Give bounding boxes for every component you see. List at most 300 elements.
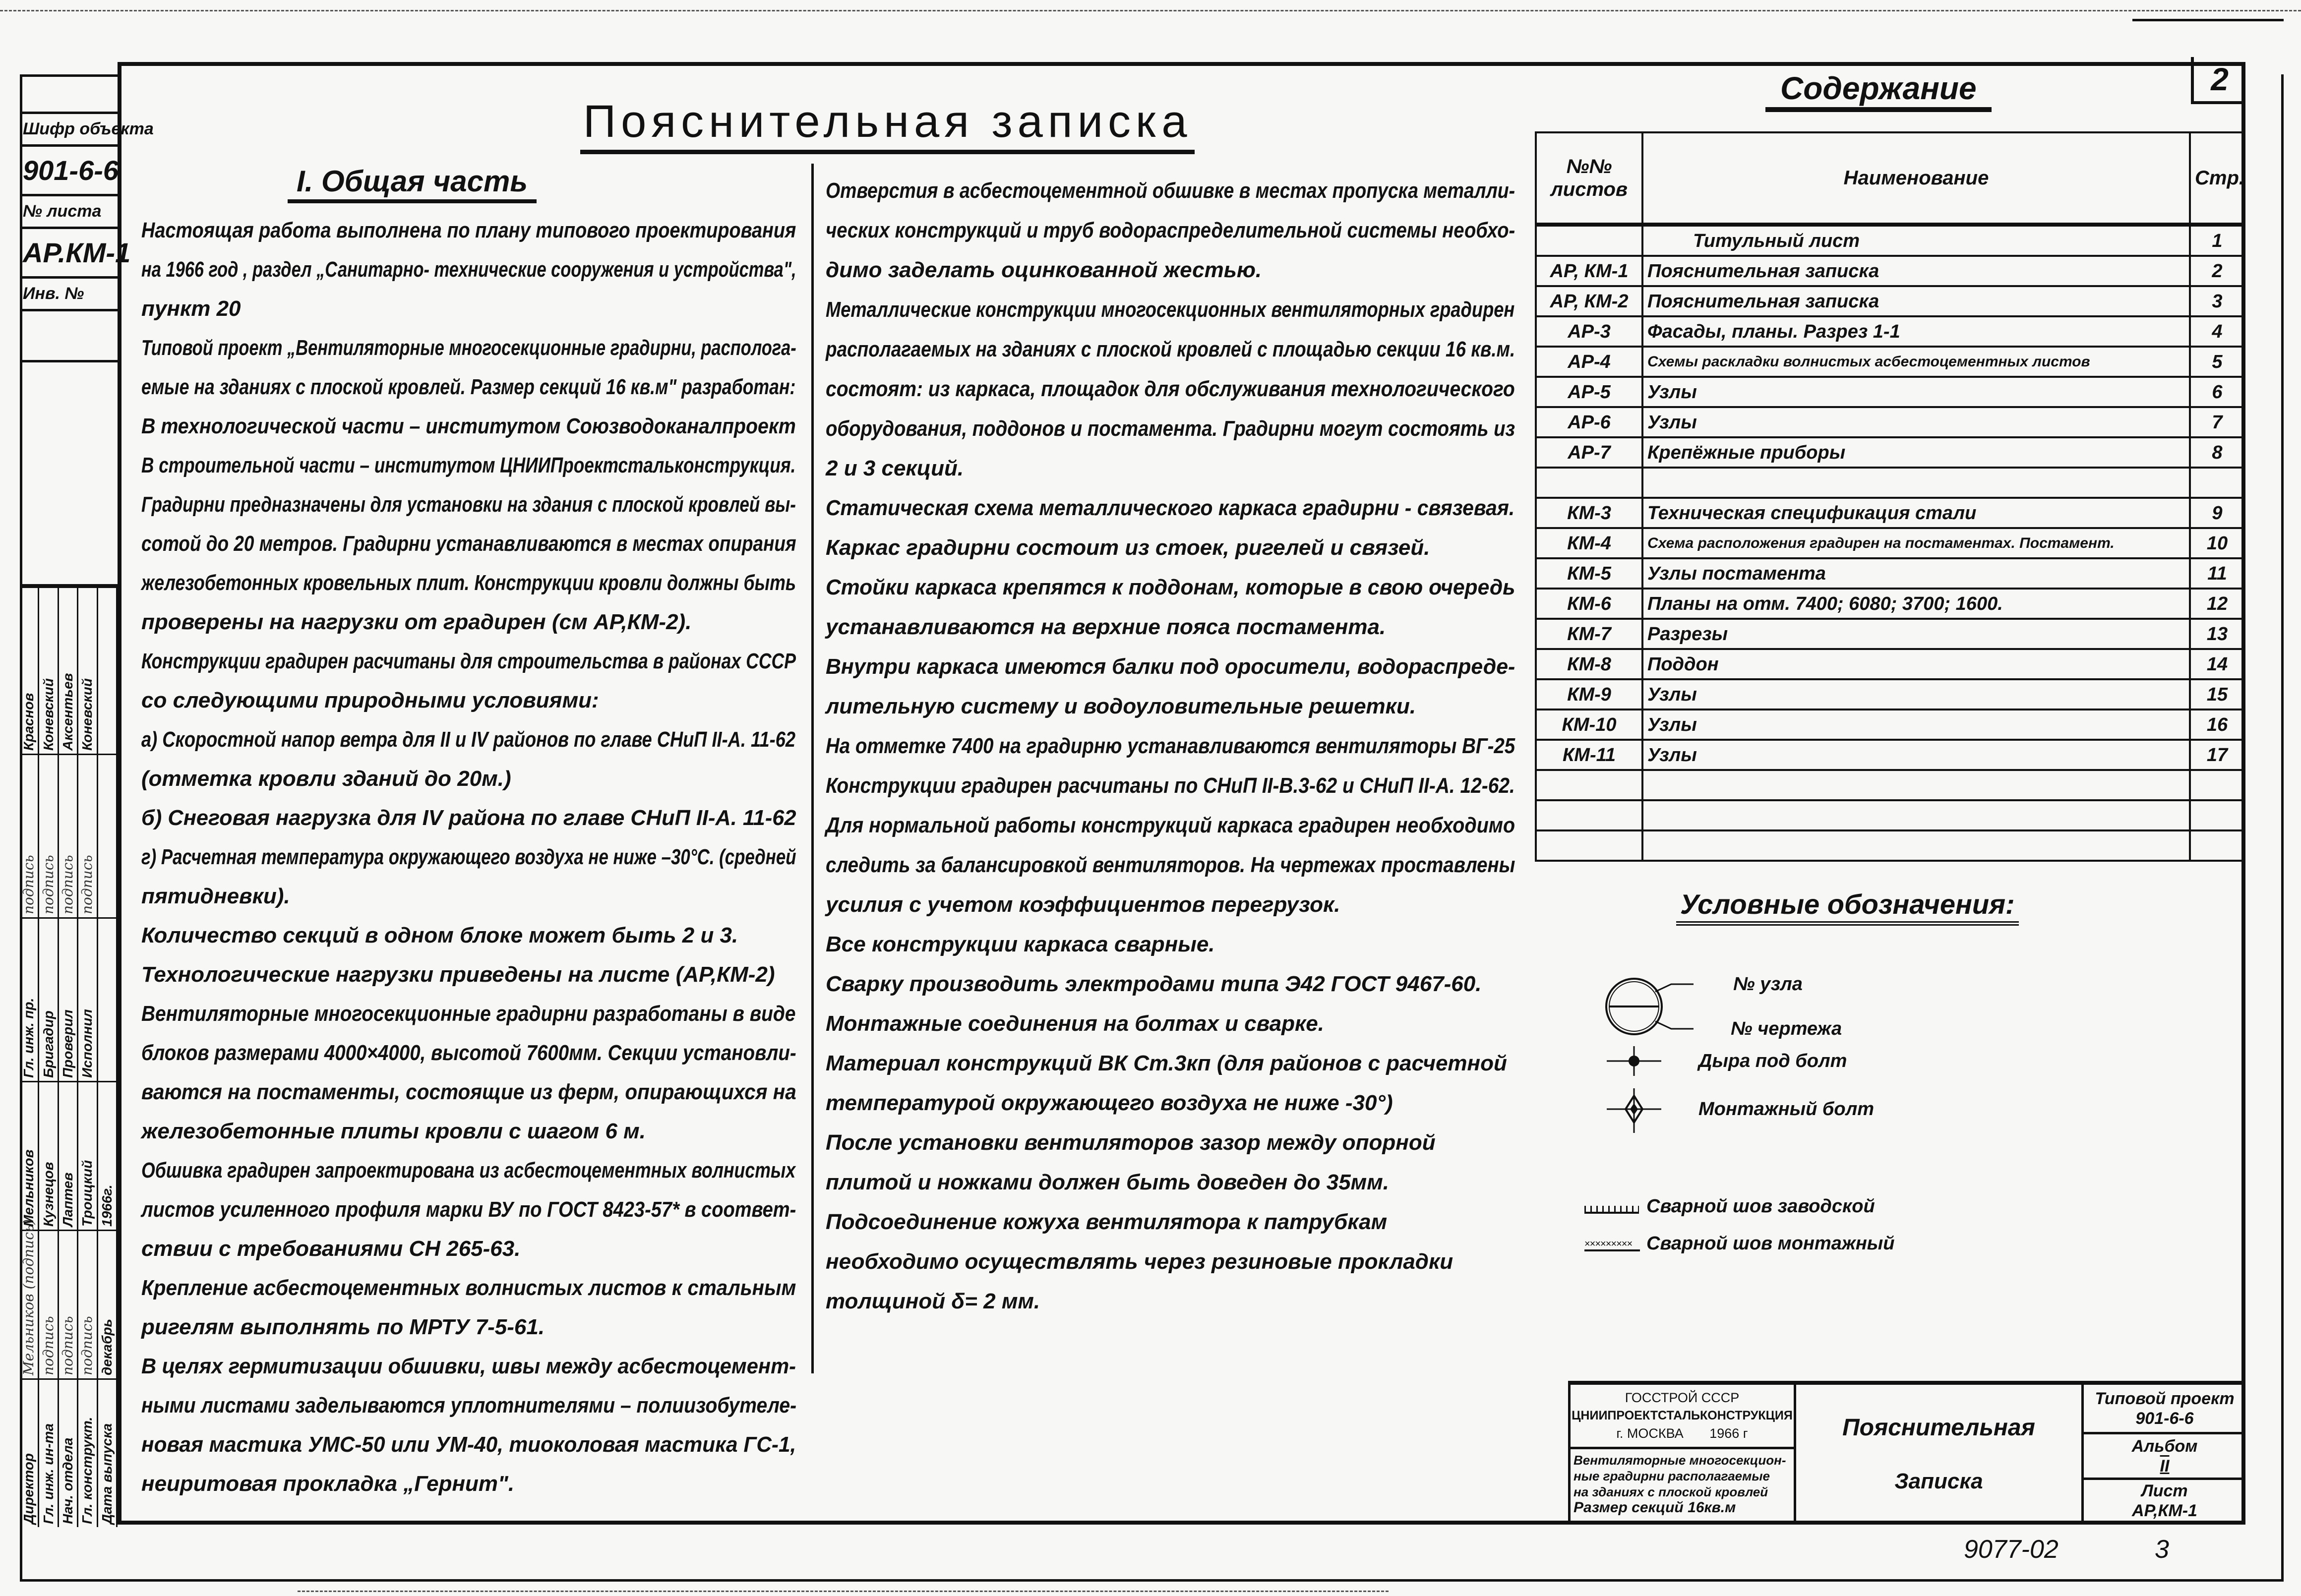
row-name: [1642, 437, 2190, 468]
text-line: [141, 446, 806, 485]
text-line-content: железобетонных кровельных плит. Конструкции кровли должны быть: [141, 571, 796, 595]
text-line-content: толщиной δ= 2 мм.: [826, 1289, 1040, 1313]
cell-text: КМ-4: [1567, 532, 1611, 554]
cell-text: КМ-11: [1562, 744, 1616, 766]
text-line: [141, 916, 806, 955]
text-line: [141, 328, 806, 367]
cell-text: 16: [2206, 714, 2228, 735]
signature: подпись: [59, 754, 78, 917]
text-line-content: следить за балансировкой вентиляторов. На чертежах проставлены: [826, 853, 1515, 877]
text-line-content: (отметка кровли зданий до 20м.): [141, 767, 511, 791]
text-line: [141, 877, 806, 916]
contents-header-row: [1536, 132, 2244, 225]
cell-text: Узлы: [1647, 714, 1697, 735]
name-right: Коневский: [39, 587, 59, 754]
text-line-content: а) Скоростной напор ветра для II и IV районов по главе СНиП II-А. 11-62: [141, 727, 796, 752]
legend-drawing-no: № чертежа: [1731, 1018, 1842, 1039]
text-line: [826, 1123, 1525, 1163]
cell-text: КМ-6: [1567, 593, 1611, 614]
text-line-content: на 1966 год , раздел „Санитарно- технические сооружения и устройства",: [141, 257, 796, 282]
text-line-content: На отметке 7400 на градирню устанавливаются вентиляторы ВГ-25: [826, 734, 1515, 758]
text-line: [826, 607, 1525, 647]
signature: подпись: [39, 754, 59, 917]
signature: подпись: [20, 754, 39, 917]
role-right: Бригадир: [39, 917, 59, 1081]
text-line: [141, 211, 806, 250]
row-page: [2190, 437, 2244, 468]
name-right: [98, 587, 118, 754]
col-name: Наименование: [1642, 132, 2190, 225]
text-line-content: Все конструкции каркаса сварные.: [826, 932, 1215, 956]
album-number: II: [2160, 1457, 2170, 1476]
album-label: Альбом: [2131, 1437, 2198, 1456]
name-left: Мельников: [20, 1081, 39, 1230]
row-sheet-no: [1536, 377, 1642, 407]
typical-project-label: Типовой проект: [2095, 1389, 2235, 1408]
document-name-1: Пояснительная: [1842, 1415, 2035, 1441]
row-page: [2190, 528, 2244, 558]
contents-title: Содержание: [1765, 69, 1992, 112]
cell-text: 8: [2212, 442, 2223, 463]
row-page: [2190, 286, 2244, 316]
text-line: [141, 1386, 806, 1425]
text-line-content: пятидневки).: [141, 884, 290, 908]
text-line-content: ваются на постаменты, состоящие из ферм, опирающихся на: [141, 1080, 796, 1104]
cell-text: АР, КМ-1: [1550, 260, 1629, 282]
scan-edge-top: [0, 10, 2301, 11]
contents-row: [1536, 437, 2244, 468]
text-line: [826, 290, 1525, 330]
row-page: [2190, 709, 2244, 740]
text-line-content: Настоящая работа выполнена по плану типового проектирования: [141, 218, 796, 242]
row-sheet-no: [1536, 558, 1642, 589]
contents-row: [1536, 347, 2244, 377]
text-line-content: листов усиленного профиля марки ВУ по ГОСТ 8423-57* в соответ-: [141, 1197, 796, 1222]
issue-year: 1966г.: [98, 1081, 118, 1230]
text-line: [141, 524, 806, 563]
row-page: [2190, 407, 2244, 437]
text-line-content: ствии с требованиями СН 265-63.: [141, 1237, 521, 1261]
desc-line: на зданиях с плоской кровлей: [1574, 1484, 1768, 1499]
cell-text: КМ-5: [1567, 563, 1611, 584]
text-line: [826, 1282, 1525, 1321]
text-line: [826, 1044, 1525, 1083]
contents-row: [1536, 619, 2244, 649]
signature: [98, 754, 118, 917]
row-page: [2190, 589, 2244, 619]
text-line: [141, 1033, 806, 1072]
row-name: [1642, 558, 2190, 589]
signature: Мельников (подпись): [20, 1230, 39, 1378]
cell-text: Пояснительная записка: [1647, 291, 1879, 312]
text-line-content: ригелям выполнять по МРТУ 7-5-61.: [141, 1315, 545, 1339]
row-sheet-no: [1536, 498, 1642, 528]
contents-row: [1536, 800, 2244, 830]
inv-no-value: [20, 309, 118, 362]
row-name: [1642, 770, 2190, 800]
text-line: [826, 885, 1525, 925]
row-sheet-no: [1536, 437, 1642, 468]
row-sheet-no: [1536, 740, 1642, 770]
row-page: [2190, 679, 2244, 709]
text-line: [826, 409, 1525, 449]
object-code-label: Шифр объекта: [20, 112, 118, 144]
text-line: [826, 568, 1525, 607]
text-line-content: лительную систему и водоуловительные решетки.: [826, 694, 1416, 718]
cell-text: 10: [2206, 532, 2228, 554]
cell-text: АР-6: [1568, 412, 1611, 433]
name-right: Аксентьев: [59, 587, 78, 754]
text-line: [141, 563, 806, 602]
text-line: [826, 647, 1525, 687]
cell-text: 3: [2212, 291, 2223, 312]
text-line: [141, 955, 806, 994]
scan-edge-bottom: [298, 1591, 1389, 1592]
text-line: [141, 1347, 806, 1386]
text-line-content: Обшивка градирен запроектирована из асбестоцементных волнистых: [141, 1158, 796, 1182]
row-page: [2190, 740, 2244, 770]
role-left: Нач. отдела: [59, 1378, 78, 1527]
role-right: [98, 917, 118, 1081]
name-right: Краснов: [20, 587, 39, 754]
cell-text: Пояснительная записка: [1647, 260, 1879, 282]
text-line-content: Стойки каркаса крепятся к поддонам, которые в свою очередь: [826, 575, 1515, 599]
row-page: [2190, 558, 2244, 589]
col-sheets: №№ листов: [1536, 132, 1642, 225]
row-page: [2190, 800, 2244, 830]
text-line: [141, 485, 806, 524]
text-line-content: емые на зданиях с плоской кровлей. Размер секций 16 кв.м" разработан:: [141, 375, 796, 399]
text-line: [141, 407, 806, 446]
cell-text: 11: [2207, 563, 2227, 584]
text-line: [826, 845, 1525, 885]
middle-column-text: [826, 171, 1525, 1321]
text-line: [826, 1202, 1525, 1242]
org-line: ГОССТРОЙ СССР: [1625, 1390, 1740, 1405]
text-line-content: железобетонные плиты кровли с шагом 6 м.: [141, 1119, 646, 1143]
contents-row: [1536, 649, 2244, 679]
row-sheet-no: [1536, 649, 1642, 679]
row-name: [1642, 528, 2190, 558]
signature: подпись: [78, 754, 98, 917]
cell-text: АР-7: [1568, 442, 1611, 463]
cell-text: АР-4: [1568, 351, 1611, 372]
sheet-cell: [2084, 1480, 2245, 1525]
contents-row: [1536, 407, 2244, 437]
contents-row: [1536, 256, 2244, 286]
text-line: [826, 449, 1525, 488]
row-page: [2190, 649, 2244, 679]
cell-text: Узлы: [1647, 381, 1697, 403]
text-line-content: Материал конструкций ВК Ст.3кп (для районов с расчетной: [826, 1051, 1507, 1075]
text-line: [826, 171, 1525, 211]
sheet-label: Лист: [2141, 1481, 2188, 1500]
contents-row: [1536, 377, 2244, 407]
text-line-content: ческих конструкций и труб водораспределительной системы необхо-: [826, 218, 1515, 242]
text-line-content: усилия с учетом коэффициентов перегрузок.: [826, 892, 1340, 917]
text-line-content: Внутри каркаса имеются балки под оросители, водораспреде-: [826, 654, 1515, 679]
text-line-content: Количество секций в одном блоке может быть 2 и 3.: [141, 923, 738, 947]
legend-symbols: [1577, 932, 1696, 1319]
row-sheet-no: [1536, 800, 1642, 830]
cell-text: АР-3: [1568, 321, 1611, 342]
role-right: Исполнил: [78, 917, 98, 1081]
name-right: Коневский: [78, 587, 98, 754]
row-page: [2190, 347, 2244, 377]
row-name: [1642, 498, 2190, 528]
text-line-content: г) Расчетная температура окружающего воздуха не ниже –30°С. (средней: [141, 845, 796, 869]
role-right: Гл. инж. пр.: [20, 917, 39, 1081]
cell-text: Планы на отм. 7400; 6080; 3700; 1600.: [1647, 593, 2003, 614]
column-divider: [811, 164, 814, 1373]
row-name: [1642, 679, 2190, 709]
text-line: [141, 837, 806, 877]
text-line-content: ными листами заделываются уплотнителями – полиизобутеле-: [141, 1393, 797, 1418]
cell-text: Узлы: [1647, 684, 1697, 705]
text-line: [826, 250, 1525, 290]
legend-bolt-hole: Дыра под болт: [1698, 1051, 1847, 1071]
page-title: Пояснительная записка: [580, 94, 1195, 154]
text-line-content: неиритовая прокладка „Гернит".: [141, 1472, 515, 1496]
text-line-content: Вентиляторные многосекционные градирни разработаны в виде: [141, 1002, 796, 1026]
bolt-hole-icon: [1607, 1046, 1661, 1076]
row-name: [1642, 709, 2190, 740]
cell-text: Поддон: [1647, 653, 1719, 675]
text-line-content: Отверстия в асбестоцементной обшивке в местах пропуска металли-: [826, 178, 1515, 203]
cell-text: 6: [2212, 381, 2223, 403]
contents-table: [1535, 131, 2245, 862]
row-page: [2190, 619, 2244, 649]
cell-text: Фасады, планы. Разрез 1-1: [1647, 321, 1900, 342]
cell-text: 13: [2206, 623, 2228, 645]
mounting-bolt-icon: [1607, 1088, 1661, 1133]
row-page: [2190, 770, 2244, 800]
row-sheet-no: [1536, 770, 1642, 800]
document-name-2: Записка: [1894, 1469, 1983, 1493]
text-line: [141, 1229, 806, 1268]
text-line-content: В технологической части – институтом Союзводоканалпроект: [141, 414, 796, 438]
role-left: Дата выпуска: [98, 1378, 118, 1527]
text-line: [826, 766, 1525, 806]
text-line-content: Сварку производить электродами типа Э42 ГОСТ 9467-60.: [826, 972, 1482, 996]
text-line-content: температурой окружающего воздуха не ниже -30°): [826, 1091, 1393, 1115]
text-line: [826, 687, 1525, 726]
text-line-content: Типовой проект „Вентиляторные многосекционные градирни, распологa-: [141, 336, 796, 360]
cell-text: 2: [2212, 260, 2223, 282]
desc-line: ные градирни располагаемые: [1574, 1469, 1770, 1483]
text-line-content: со следующими природными условиями:: [141, 688, 599, 712]
role-left: Гл. инж. ин-та: [39, 1378, 59, 1527]
text-line-content: устанавливаются на верхние пояса постамента.: [826, 615, 1386, 639]
text-line-content: Технологические нагрузки приведены на листе (АР,КМ-2): [141, 962, 775, 987]
row-name: [1642, 256, 2190, 286]
outer-frame-top: [20, 74, 119, 77]
text-line: [826, 806, 1525, 845]
typical-project-code: 901-6-6: [2135, 1409, 2194, 1428]
contents-row: [1536, 286, 2244, 316]
cell-text: КМ-10: [1562, 714, 1617, 735]
row-sheet-no: [1536, 347, 1642, 377]
text-line-content: димо заделать оцинкованной жестью.: [826, 258, 1262, 282]
legend-title: Условные обозначения:: [1676, 887, 2019, 926]
text-line-content: После установки вентиляторов зазор между опорной: [826, 1130, 1436, 1155]
row-page: [2190, 830, 2244, 861]
text-line: [826, 726, 1525, 766]
cell-text: Крепёжные приборы: [1647, 442, 1846, 463]
project-description-cell: [1568, 1449, 1796, 1525]
row-sheet-no: [1536, 225, 1642, 256]
text-line-content: Подсоединение кожуха вентилятора к патрубкам: [826, 1210, 1388, 1234]
row-sheet-no: [1536, 709, 1642, 740]
cell-text: АР, КМ-2: [1550, 291, 1629, 312]
role-left: Гл. конструкт.: [78, 1378, 98, 1527]
cell-text: Узлы: [1647, 744, 1697, 766]
cell-text: КМ-9: [1567, 684, 1611, 705]
signature-block: [20, 584, 118, 1525]
text-line-content: Монтажные соединения на болтах и сварке.: [826, 1011, 1324, 1036]
row-name: [1642, 407, 2190, 437]
legend-mounting-bolt: Монтажный болт: [1698, 1099, 1875, 1120]
row-name: [1642, 619, 2190, 649]
org-line: г. МОСКВА 1966 г: [1616, 1426, 1748, 1441]
cell-text: 1: [2212, 230, 2223, 251]
text-line-content: Крепление асбестоцементных волнистых листов к стальным: [141, 1276, 796, 1300]
text-line: [141, 1190, 806, 1229]
section-title: I. Общая часть: [288, 164, 537, 203]
text-line-content: проверены на нагрузки от градирен (см АР,КМ-2).: [141, 610, 692, 634]
desc-line: Размер секций 16кв.м: [1574, 1499, 1736, 1516]
node-marker-icon: [1606, 979, 1694, 1034]
row-name: [1642, 740, 2190, 770]
text-line-content: Конструкции градирен расчитаны для строительства в районах СССР: [141, 649, 796, 673]
text-line: [141, 681, 806, 720]
text-line: [141, 367, 806, 407]
cell-text: 9: [2212, 502, 2223, 524]
row-name: [1642, 316, 2190, 347]
role-right: Проверил: [59, 917, 78, 1081]
row-name: [1642, 468, 2190, 498]
text-line: [826, 369, 1525, 409]
row-sheet-no: [1536, 468, 1642, 498]
signature: подпись: [78, 1230, 98, 1378]
contents-row: [1536, 589, 2244, 619]
sheet-no: АР.КМ-1: [20, 227, 118, 276]
text-line: [826, 925, 1525, 964]
text-line-content: В строительной части – институтом ЦНИИПроектстальконструкция.: [141, 453, 796, 477]
contents-row: [1536, 740, 2244, 770]
factory-weld-icon: [1584, 1206, 1639, 1214]
text-line-content: Градирни предназначены для установки на здания с плоской кровлей вы-: [141, 492, 796, 517]
text-line: [826, 1163, 1525, 1202]
legend-factory-weld: Сварной шов заводской: [1646, 1196, 1875, 1217]
signature: подпись: [59, 1230, 78, 1378]
desc-line: Вентиляторные многосекцион-: [1574, 1453, 1786, 1468]
sheet-code: АР,КМ-1: [2132, 1501, 2197, 1520]
legend-site-weld: Сварной шов монтажный: [1646, 1233, 1895, 1254]
org-line: ЦНИИПРОЕКТСТАЛЬКОНСТРУКЦИЯ: [1572, 1409, 1793, 1422]
text-line: [141, 1072, 806, 1112]
text-line: [826, 1083, 1525, 1123]
text-line-content: состоят: из каркаса, площадок для обслуживания технологического: [826, 377, 1515, 401]
outer-frame-top-right: [2132, 19, 2284, 21]
row-name: [1642, 649, 2190, 679]
cell-text: 14: [2206, 653, 2228, 675]
text-line: [141, 994, 806, 1033]
cell-text: 15: [2206, 684, 2228, 705]
text-line-content: блоков размерами 4000×4000, высотой 7600мм. Секции установли-: [141, 1041, 796, 1065]
text-line: [141, 602, 806, 642]
contents-row: [1536, 709, 2244, 740]
row-page: [2190, 256, 2244, 286]
text-line-content: б) Снеговая нагрузка для IV района по главе СНиП II-А. 11-62: [141, 806, 796, 830]
sheet-number-box: 2: [2191, 57, 2245, 104]
row-name: [1642, 800, 2190, 830]
text-line: [826, 211, 1525, 250]
name-left: Троицкий: [78, 1081, 98, 1230]
document-name-cell: [1796, 1385, 2084, 1525]
inv-no-label: Инв. №: [20, 276, 118, 309]
site-weld-icon: ×××××××××: [1584, 1239, 1640, 1251]
row-sheet-no: [1536, 830, 1642, 861]
role-left: Директор: [20, 1378, 39, 1527]
text-line: [141, 1307, 806, 1347]
issue-month: декабрь: [98, 1230, 118, 1378]
cell-text: Схемы раскладки волнистых асбестоцементных листов: [1647, 353, 2090, 370]
cell-text: Разрезы: [1647, 623, 1728, 645]
text-line: [826, 330, 1525, 369]
album-cell: [2084, 1434, 2245, 1480]
contents-row: [1536, 468, 2244, 498]
text-line: [141, 1464, 806, 1503]
row-page: [2190, 468, 2244, 498]
contents-row: [1536, 679, 2244, 709]
contents-row: [1536, 830, 2244, 861]
cell-text: АР-5: [1568, 381, 1611, 403]
row-page: [2190, 316, 2244, 347]
contents-row: [1536, 316, 2244, 347]
name-left: Лаптев: [59, 1081, 78, 1230]
row-name: [1642, 286, 2190, 316]
row-name: [1642, 830, 2190, 861]
text-line: [141, 289, 806, 328]
text-line-content: пункт 20: [141, 296, 241, 321]
text-line: [141, 1268, 806, 1307]
text-line: [826, 528, 1525, 568]
text-line-content: плитой и ножками должен быть доведен до 35мм.: [826, 1170, 1389, 1194]
text-line-content: сотой до 20 метров. Градирни устанавливаются в местах опирания: [141, 532, 796, 556]
row-name: [1642, 377, 2190, 407]
row-sheet-no: [1536, 528, 1642, 558]
text-line-content: 2 и 3 секций.: [826, 456, 964, 480]
text-line: [141, 250, 806, 289]
text-line: [141, 798, 806, 837]
text-line-content: Для нормальной работы конструкций каркаса градирен необходимо: [826, 813, 1515, 837]
text-line: [141, 720, 806, 759]
text-line: [826, 964, 1525, 1004]
cell-text: КМ-8: [1567, 653, 1611, 675]
text-line: [141, 1425, 806, 1464]
cell-text: 4: [2212, 321, 2223, 342]
cell-text: Схема расположения градирен на постаментах. Постамент.: [1647, 534, 2115, 551]
text-line-content: Каркас градирни состоит из стоек, ригелей и связей.: [826, 535, 1430, 560]
cell-text: Титульный лист: [1693, 230, 1860, 251]
text-line-content: новая мастика УМС-50 или УМ-40, тиоколовая мастика ГС-1,: [141, 1432, 796, 1457]
contents-row: [1536, 558, 2244, 589]
cell-text: 5: [2212, 351, 2223, 372]
text-line-content: Статическая схема металлического каркаса градирни - связевая.: [826, 496, 1515, 520]
row-name: [1642, 347, 2190, 377]
page-number: 3: [2155, 1535, 2169, 1564]
